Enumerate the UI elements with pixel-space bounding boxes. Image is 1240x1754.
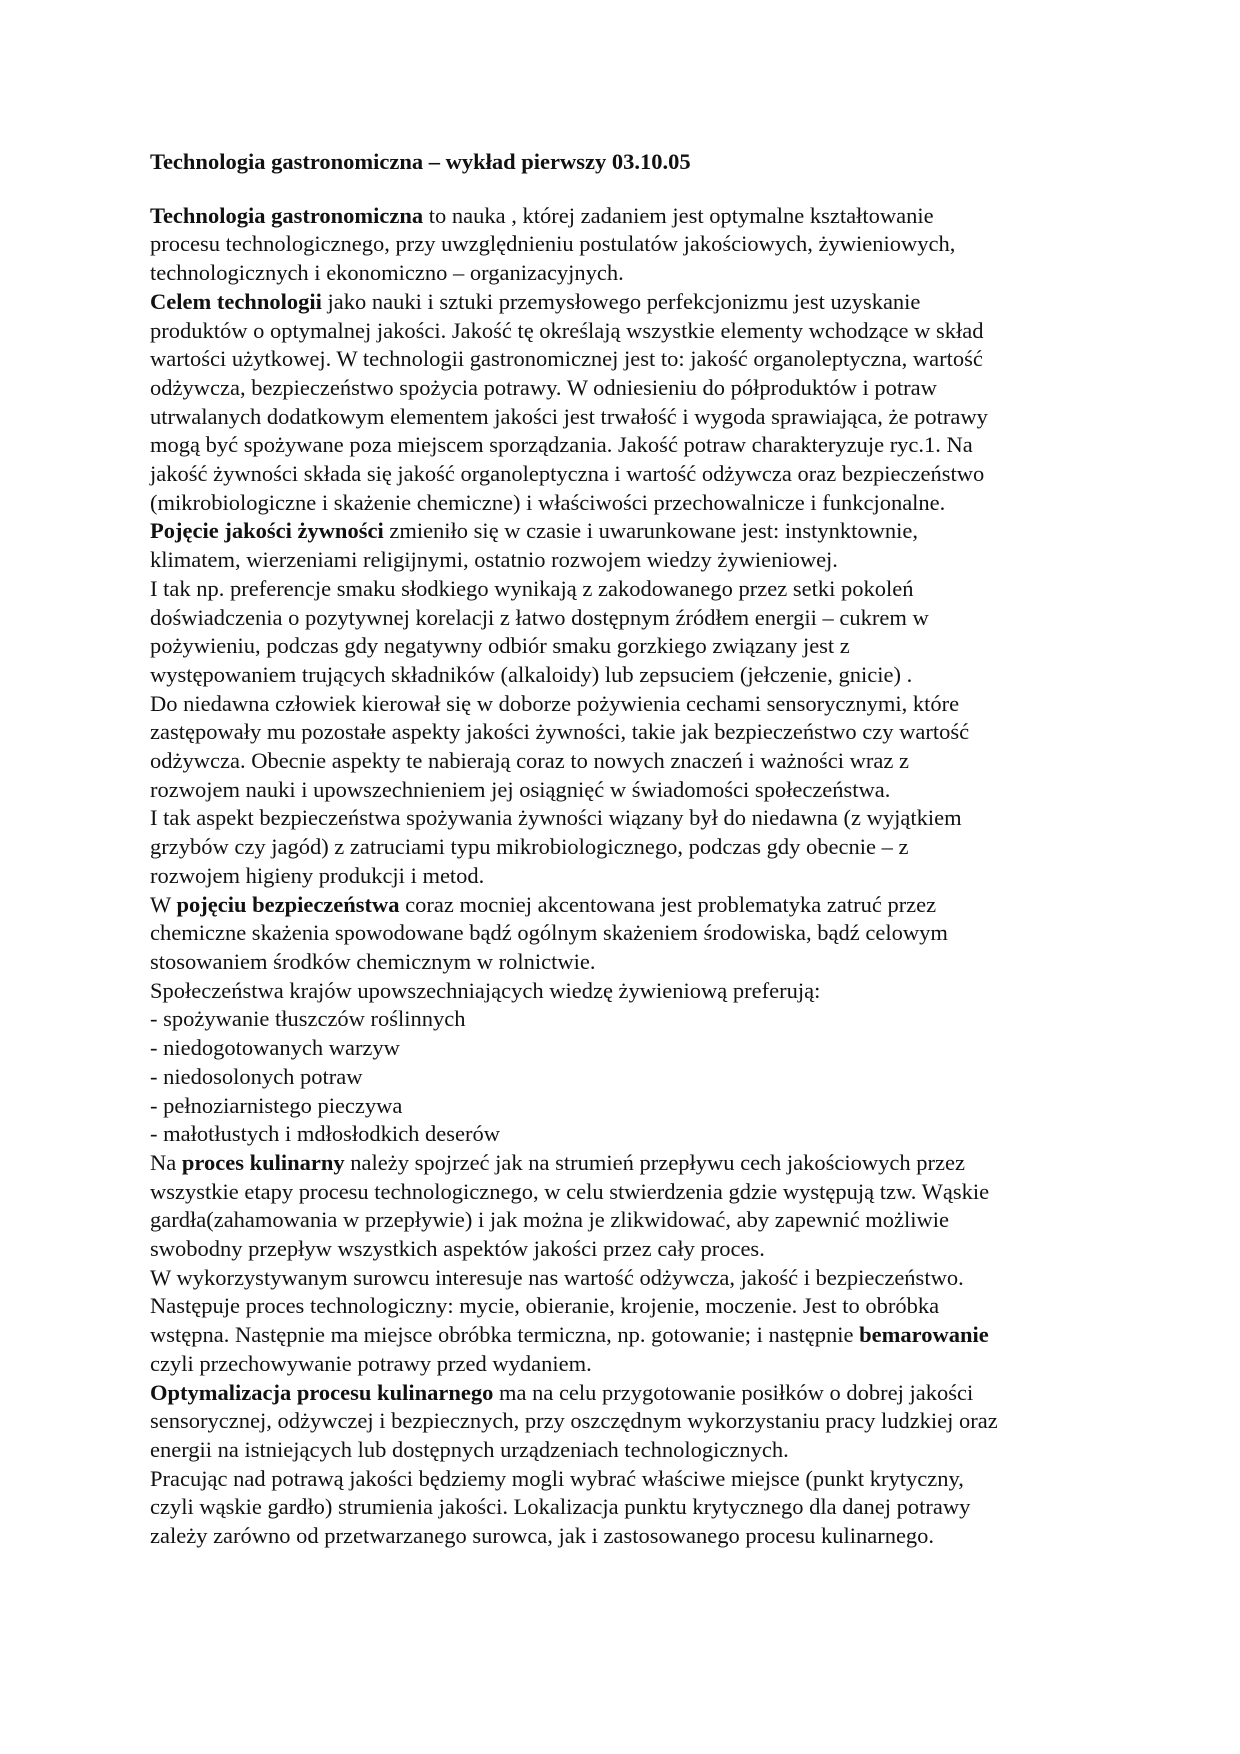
text-segment: mogą być spożywane poza miejscem sporządzania. Jakość potraw charakteryzuje ryc.1. Na	[150, 432, 973, 458]
text-line	[150, 1063, 1110, 1092]
text-segment: utrwalanych dodatkowym elementem jakości jest trwałość i wygoda sprawiająca, że potrawy	[150, 403, 988, 429]
text-segment: zmieniło się w czasie i uwarunkowane jest: instynktownie,	[383, 518, 918, 544]
bold-term: bemarowanie	[859, 1322, 989, 1348]
text-segment: jako nauki i sztuki przemysłowego perfekcjonizmu jest uzyskanie	[321, 288, 921, 314]
paragraph	[150, 575, 1110, 690]
text-line	[150, 1092, 1110, 1121]
text-segment: ma na celu przygotowanie posiłków o dobrej jakości	[493, 1379, 974, 1405]
text-line	[150, 1321, 1110, 1350]
text-segment: chemiczne skażenia spowodowane bądź ogólnym skażeniem środowiska, bądź celowym	[150, 920, 948, 946]
text-segment: odżywcza, bezpieczeństwo spożycia potrawy. W odniesieniu do półproduktów i potraw	[150, 374, 937, 400]
text-segment: - małotłustych i mdłosłodkich deserów	[150, 1121, 500, 1147]
text-segment: rozwojem higieny produkcji i metod.	[150, 862, 485, 888]
paragraph	[150, 891, 1110, 977]
text-segment: Na	[150, 1149, 182, 1175]
text-segment: odżywcza. Obecnie aspekty te nabierają coraz to nowych znaczeń i ważności wraz z	[150, 748, 909, 774]
text-segment: - spożywanie tłuszczów roślinnych	[150, 1006, 466, 1032]
text-segment: wstępna. Następnie ma miejsce obróbka termiczna, np. gotowanie; i następnie	[150, 1322, 860, 1348]
paragraph	[150, 202, 1110, 288]
text-line	[150, 230, 1110, 259]
paragraph	[150, 1264, 1110, 1379]
document-body	[150, 202, 1110, 1551]
text-line	[150, 862, 1110, 891]
text-segment: W	[150, 891, 177, 917]
text-line	[150, 1120, 1110, 1149]
bold-term: Pojęcie jakości żywności	[150, 518, 384, 544]
document-page	[150, 148, 1110, 1551]
text-segment: - niedogotowanych warzyw	[150, 1035, 400, 1061]
text-segment: Do niedawna człowiek kierował się w doborze pożywienia cechami sensorycznymi, które	[150, 690, 960, 716]
paragraph	[150, 517, 1110, 574]
text-segment: wszystkie etapy procesu technologicznego, w celu stwierdzenia gdzie występują tzw. Wąskie	[150, 1178, 990, 1204]
text-line	[150, 1206, 1110, 1235]
paragraph	[150, 288, 1110, 518]
text-segment: doświadczenia o pozytywnej korelacji z łatwo dostępnym źródłem energii – cukrem w	[150, 604, 929, 630]
text-segment: energii na istniejących lub dostępnych urządzeniach technologicznych.	[150, 1436, 789, 1462]
text-line	[150, 288, 1110, 317]
text-segment: pożywieniu, podczas gdy negatywny odbiór smaku gorzkiego związany jest z	[150, 633, 850, 659]
text-segment: I tak aspekt bezpieczeństwa spożywania żywności wiązany był do niedawna (z wyjątkiem	[150, 805, 962, 831]
text-line	[150, 1034, 1110, 1063]
text-line	[150, 403, 1110, 432]
text-line	[150, 259, 1110, 288]
text-segment: grzybów czy jagód) z zatruciami typu mikrobiologicznego, podczas gdy obecnie – z	[150, 834, 909, 860]
text-line	[150, 747, 1110, 776]
paragraph	[150, 1465, 1110, 1551]
text-segment: stosowaniem środków chemicznym w rolnictwie.	[150, 948, 596, 974]
text-line	[150, 690, 1110, 719]
text-line	[150, 891, 1110, 920]
text-line	[150, 604, 1110, 633]
text-line	[150, 317, 1110, 346]
text-segment: coraz mocniej akcentowana jest problematyka zatruć przez	[399, 891, 937, 917]
text-segment: W wykorzystywanym surowcu interesuje nas wartość odżywcza, jakość i bezpieczeństwo.	[150, 1264, 964, 1290]
text-line	[150, 804, 1110, 833]
text-line	[150, 431, 1110, 460]
text-segment: czyli wąskie gardło) strumienia jakości. Lokalizacja punktu krytycznego dla danej potrawy	[150, 1494, 971, 1520]
text-line	[150, 374, 1110, 403]
text-segment: sensorycznej, odżywczej i bezpiecznych, przy oszczędnym wykorzystaniu pracy ludzkiej oraz	[150, 1408, 998, 1434]
bold-term: pojęciu bezpieczeństwa	[176, 891, 400, 917]
text-segment: klimatem, wierzeniami religijnymi, ostatnio rozwojem wiedzy żywieniowej.	[150, 547, 838, 573]
text-segment: to nauka , której zadaniem jest optymalne kształtowanie	[423, 202, 934, 228]
text-segment: rozwojem nauki i upowszechnieniem jej osiągnięć w świadomości społeczeństwa.	[150, 776, 891, 802]
text-segment: gardła(zahamowania w przepływie) i jak można je zlikwidować, aby zapewnić możliwie	[150, 1207, 950, 1233]
text-segment: - pełnoziarnistego pieczywa	[150, 1092, 403, 1118]
text-line	[150, 1178, 1110, 1207]
text-segment: zależy zarówno od przetwarzanego surowca, jak i zastosowanego procesu kulinarnego.	[150, 1523, 935, 1549]
text-segment: procesu technologicznego, przy uwzględnieniu postulatów jakościowych, żywieniowych,	[150, 231, 956, 257]
text-line	[150, 661, 1110, 690]
text-segment: wartości użytkowej. W technologii gastronomicznej jest to: jakość organoleptyczna, wartość	[150, 346, 983, 372]
paragraph	[150, 1379, 1110, 1465]
text-line	[150, 1350, 1110, 1379]
bold-term: Optymalizacja procesu kulinarnego	[150, 1379, 494, 1405]
bold-term: Technologia gastronomiczna	[150, 202, 424, 228]
text-segment: należy spojrzeć jak na strumień przepływu cech jakościowych przez	[344, 1149, 965, 1175]
bold-term: Celem technologii	[150, 288, 322, 314]
paragraph	[150, 977, 1110, 1149]
text-segment: Następuje proces technologiczny: mycie, obieranie, krojenie, moczenie. Jest to obróbka	[150, 1293, 940, 1319]
text-line	[150, 1005, 1110, 1034]
text-segment: jakość żywności składa się jakość organoleptyczna i wartość odżywcza oraz bezpieczeństwo	[150, 461, 985, 487]
text-line	[150, 833, 1110, 862]
text-line	[150, 1235, 1110, 1264]
text-line	[150, 517, 1110, 546]
text-line	[150, 1379, 1110, 1408]
paragraph	[150, 690, 1110, 805]
text-segment: swobodny przepływ wszystkich aspektów jakości przez cały proces.	[150, 1236, 765, 1262]
text-line	[150, 546, 1110, 575]
text-segment: czyli przechowywanie potrawy przed wydaniem.	[150, 1350, 592, 1376]
text-line	[150, 718, 1110, 747]
text-segment: występowaniem trujących składników (alkaloidy) lub zepsuciem (jełczenie, gnicie) .	[150, 661, 913, 687]
text-segment: Społeczeństwa krajów upowszechniających wiedzę żywieniową preferują:	[150, 977, 821, 1003]
text-line	[150, 460, 1110, 489]
text-line	[150, 489, 1110, 518]
document-title: Technologia gastronomiczna – wykład pierwszy 03.10.05	[150, 149, 691, 174]
text-line	[150, 202, 1110, 231]
text-line	[150, 1465, 1110, 1494]
text-line	[150, 632, 1110, 661]
text-line	[150, 345, 1110, 374]
text-line	[150, 1149, 1110, 1178]
text-line	[150, 1522, 1110, 1551]
text-line	[150, 1436, 1110, 1465]
text-line	[150, 1292, 1110, 1321]
text-segment: produktów o optymalnej jakości. Jakość tę określają wszystkie elementy wchodzące w skład	[150, 317, 984, 343]
text-segment: zastępowały mu pozostałe aspekty jakości żywności, takie jak bezpieczeństwo czy wartość	[150, 719, 970, 745]
text-segment: - niedosolonych potraw	[150, 1063, 363, 1089]
text-segment: Pracując nad potrawą jakości będziemy mogli wybrać właściwe miejsce (punkt krytyczny,	[150, 1465, 964, 1491]
text-line	[150, 1264, 1110, 1293]
bold-term: proces kulinarny	[181, 1149, 345, 1175]
paragraph	[150, 804, 1110, 890]
text-line	[150, 776, 1110, 805]
text-line	[150, 948, 1110, 977]
text-segment: technologicznych i ekonomiczno – organizacyjnych.	[150, 260, 624, 286]
text-line	[150, 1407, 1110, 1436]
text-segment: I tak np. preferencje smaku słodkiego wynikają z zakodowanego przez setki pokoleń	[150, 575, 914, 601]
text-line	[150, 977, 1110, 1006]
text-segment: (mikrobiologiczne i skażenie chemiczne) i właściwości przechowalnicze i funkcjonalne.	[150, 489, 946, 515]
paragraph	[150, 1149, 1110, 1264]
text-line	[150, 919, 1110, 948]
text-line	[150, 575, 1110, 604]
text-line	[150, 1493, 1110, 1522]
